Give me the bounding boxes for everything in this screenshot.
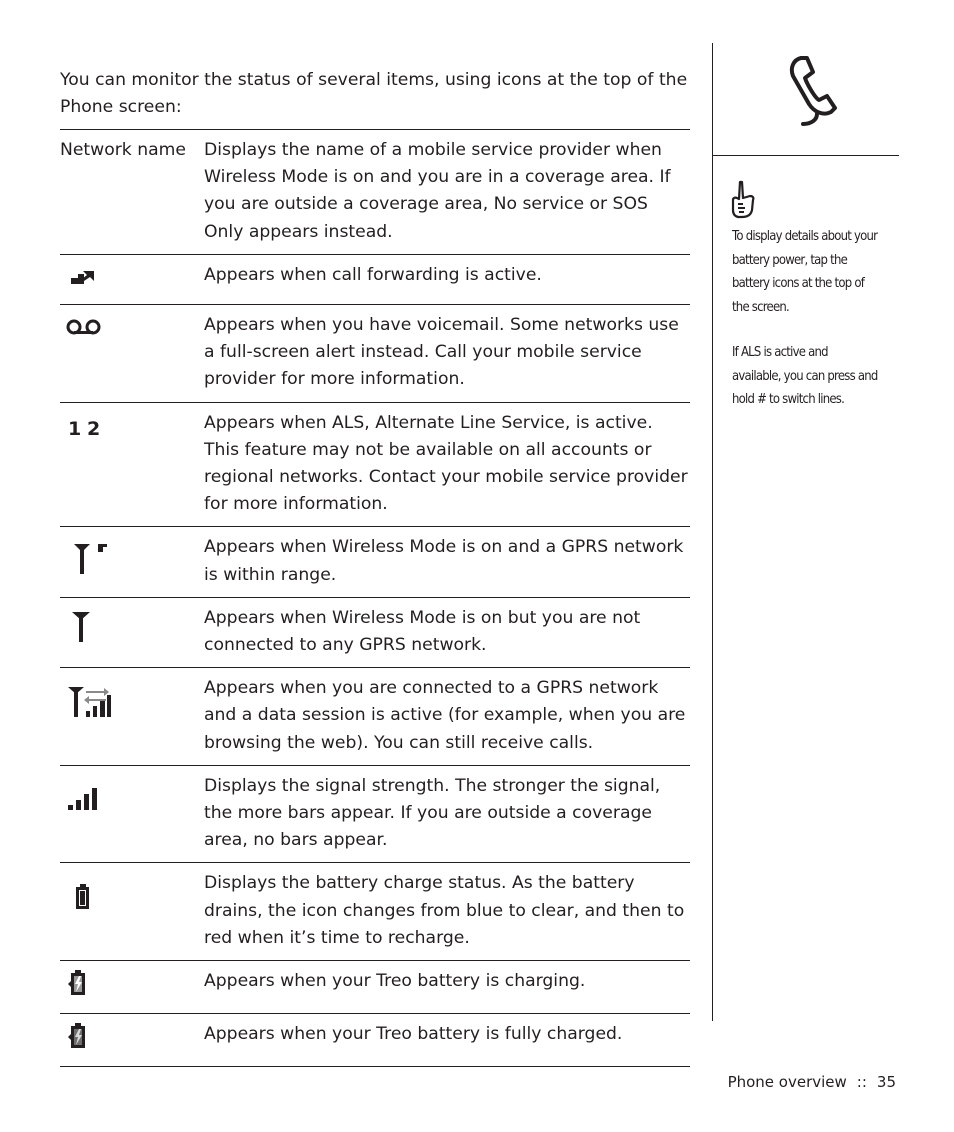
footer-separator: :: bbox=[856, 1073, 867, 1091]
pointing-hand-icon bbox=[730, 180, 756, 220]
intro-paragraph: You can monitor the status of several items, using icons at the top of the Phone screen: bbox=[60, 70, 688, 117]
table-row bbox=[60, 961, 690, 1014]
row-description: Appears when Wireless Mode is on but you are not connected to any GPRS network. bbox=[204, 597, 690, 667]
sidebar-rule bbox=[713, 155, 899, 156]
sidebar-divider bbox=[712, 43, 713, 1021]
table-row bbox=[60, 130, 690, 255]
row-description: Displays the signal strength. The stronger the signal, the more bars appear. If you are outside a coverage area, no bars appear. bbox=[204, 765, 690, 863]
battery-icon bbox=[75, 884, 91, 910]
table-row bbox=[60, 527, 690, 597]
row-description: Appears when you have voicemail. Some networks use a full-screen alert instead. Call your mobile service provider for more information. bbox=[204, 305, 690, 403]
row-description: Appears when ALS, Alternate Line Service, is active. This feature may not be available on all accounts or regional networks. Contact your mobile service provider for more information. bbox=[204, 402, 690, 527]
call-forward-icon bbox=[70, 269, 96, 287]
page-footer bbox=[728, 1072, 896, 1092]
table-row bbox=[60, 254, 690, 304]
voicemail-icon bbox=[66, 319, 102, 337]
row-description: Appears when call forwarding is active. bbox=[204, 254, 690, 304]
gprs-in-range-icon bbox=[74, 542, 110, 576]
row-description: Appears when your Treo battery is charging. bbox=[204, 961, 690, 1014]
row-description: Appears when your Treo battery is fully charged. bbox=[204, 1014, 690, 1067]
table-row bbox=[60, 402, 690, 527]
gprs-data-session-icon bbox=[68, 685, 112, 719]
table-row bbox=[60, 863, 690, 961]
svg-text:2: 2 bbox=[87, 417, 101, 438]
antenna-icon bbox=[72, 610, 92, 644]
table-row bbox=[60, 765, 690, 863]
table-row bbox=[60, 668, 690, 766]
signal-strength-icon bbox=[68, 788, 100, 812]
footer-section-title: Phone overview bbox=[727, 1073, 847, 1091]
battery-charged-icon bbox=[68, 1023, 90, 1049]
sidebar-tip-battery: To display details about your battery power, tap the battery icons at the top of the screen. bbox=[732, 228, 878, 315]
battery-charging-icon bbox=[68, 970, 90, 996]
row-description: Appears when you are connected to a GPRS network and a data session is active (for example, when you are browsing the web). You can still receive calls. bbox=[204, 668, 690, 766]
row-description: Appears when Wireless Mode is on and a GPRS network is within range. bbox=[204, 527, 690, 597]
network-name-label: Network name bbox=[60, 140, 186, 160]
phone-handset-icon bbox=[787, 54, 843, 130]
svg-text:1: 1 bbox=[68, 417, 82, 438]
status-icon-table bbox=[60, 129, 690, 1067]
table-row bbox=[60, 597, 690, 667]
sidebar-tip-als: If ALS is active and available, you can press and hold # to switch lines. bbox=[732, 344, 878, 407]
als-line-icon bbox=[68, 418, 104, 438]
network-name-label-cell bbox=[60, 130, 204, 255]
table-row bbox=[60, 1014, 690, 1067]
row-description: Displays the battery charge status. As the battery drains, the icon changes from blue to clear, and then to red when it’s time to recharge. bbox=[204, 863, 690, 961]
row-description: Displays the name of a mobile service provider when Wireless Mode is on and you are in a coverage area. If you are outside a coverage area, No service or SOS Only appears instead. bbox=[204, 130, 690, 255]
page-number: 35 bbox=[876, 1073, 896, 1091]
table-row bbox=[60, 305, 690, 403]
